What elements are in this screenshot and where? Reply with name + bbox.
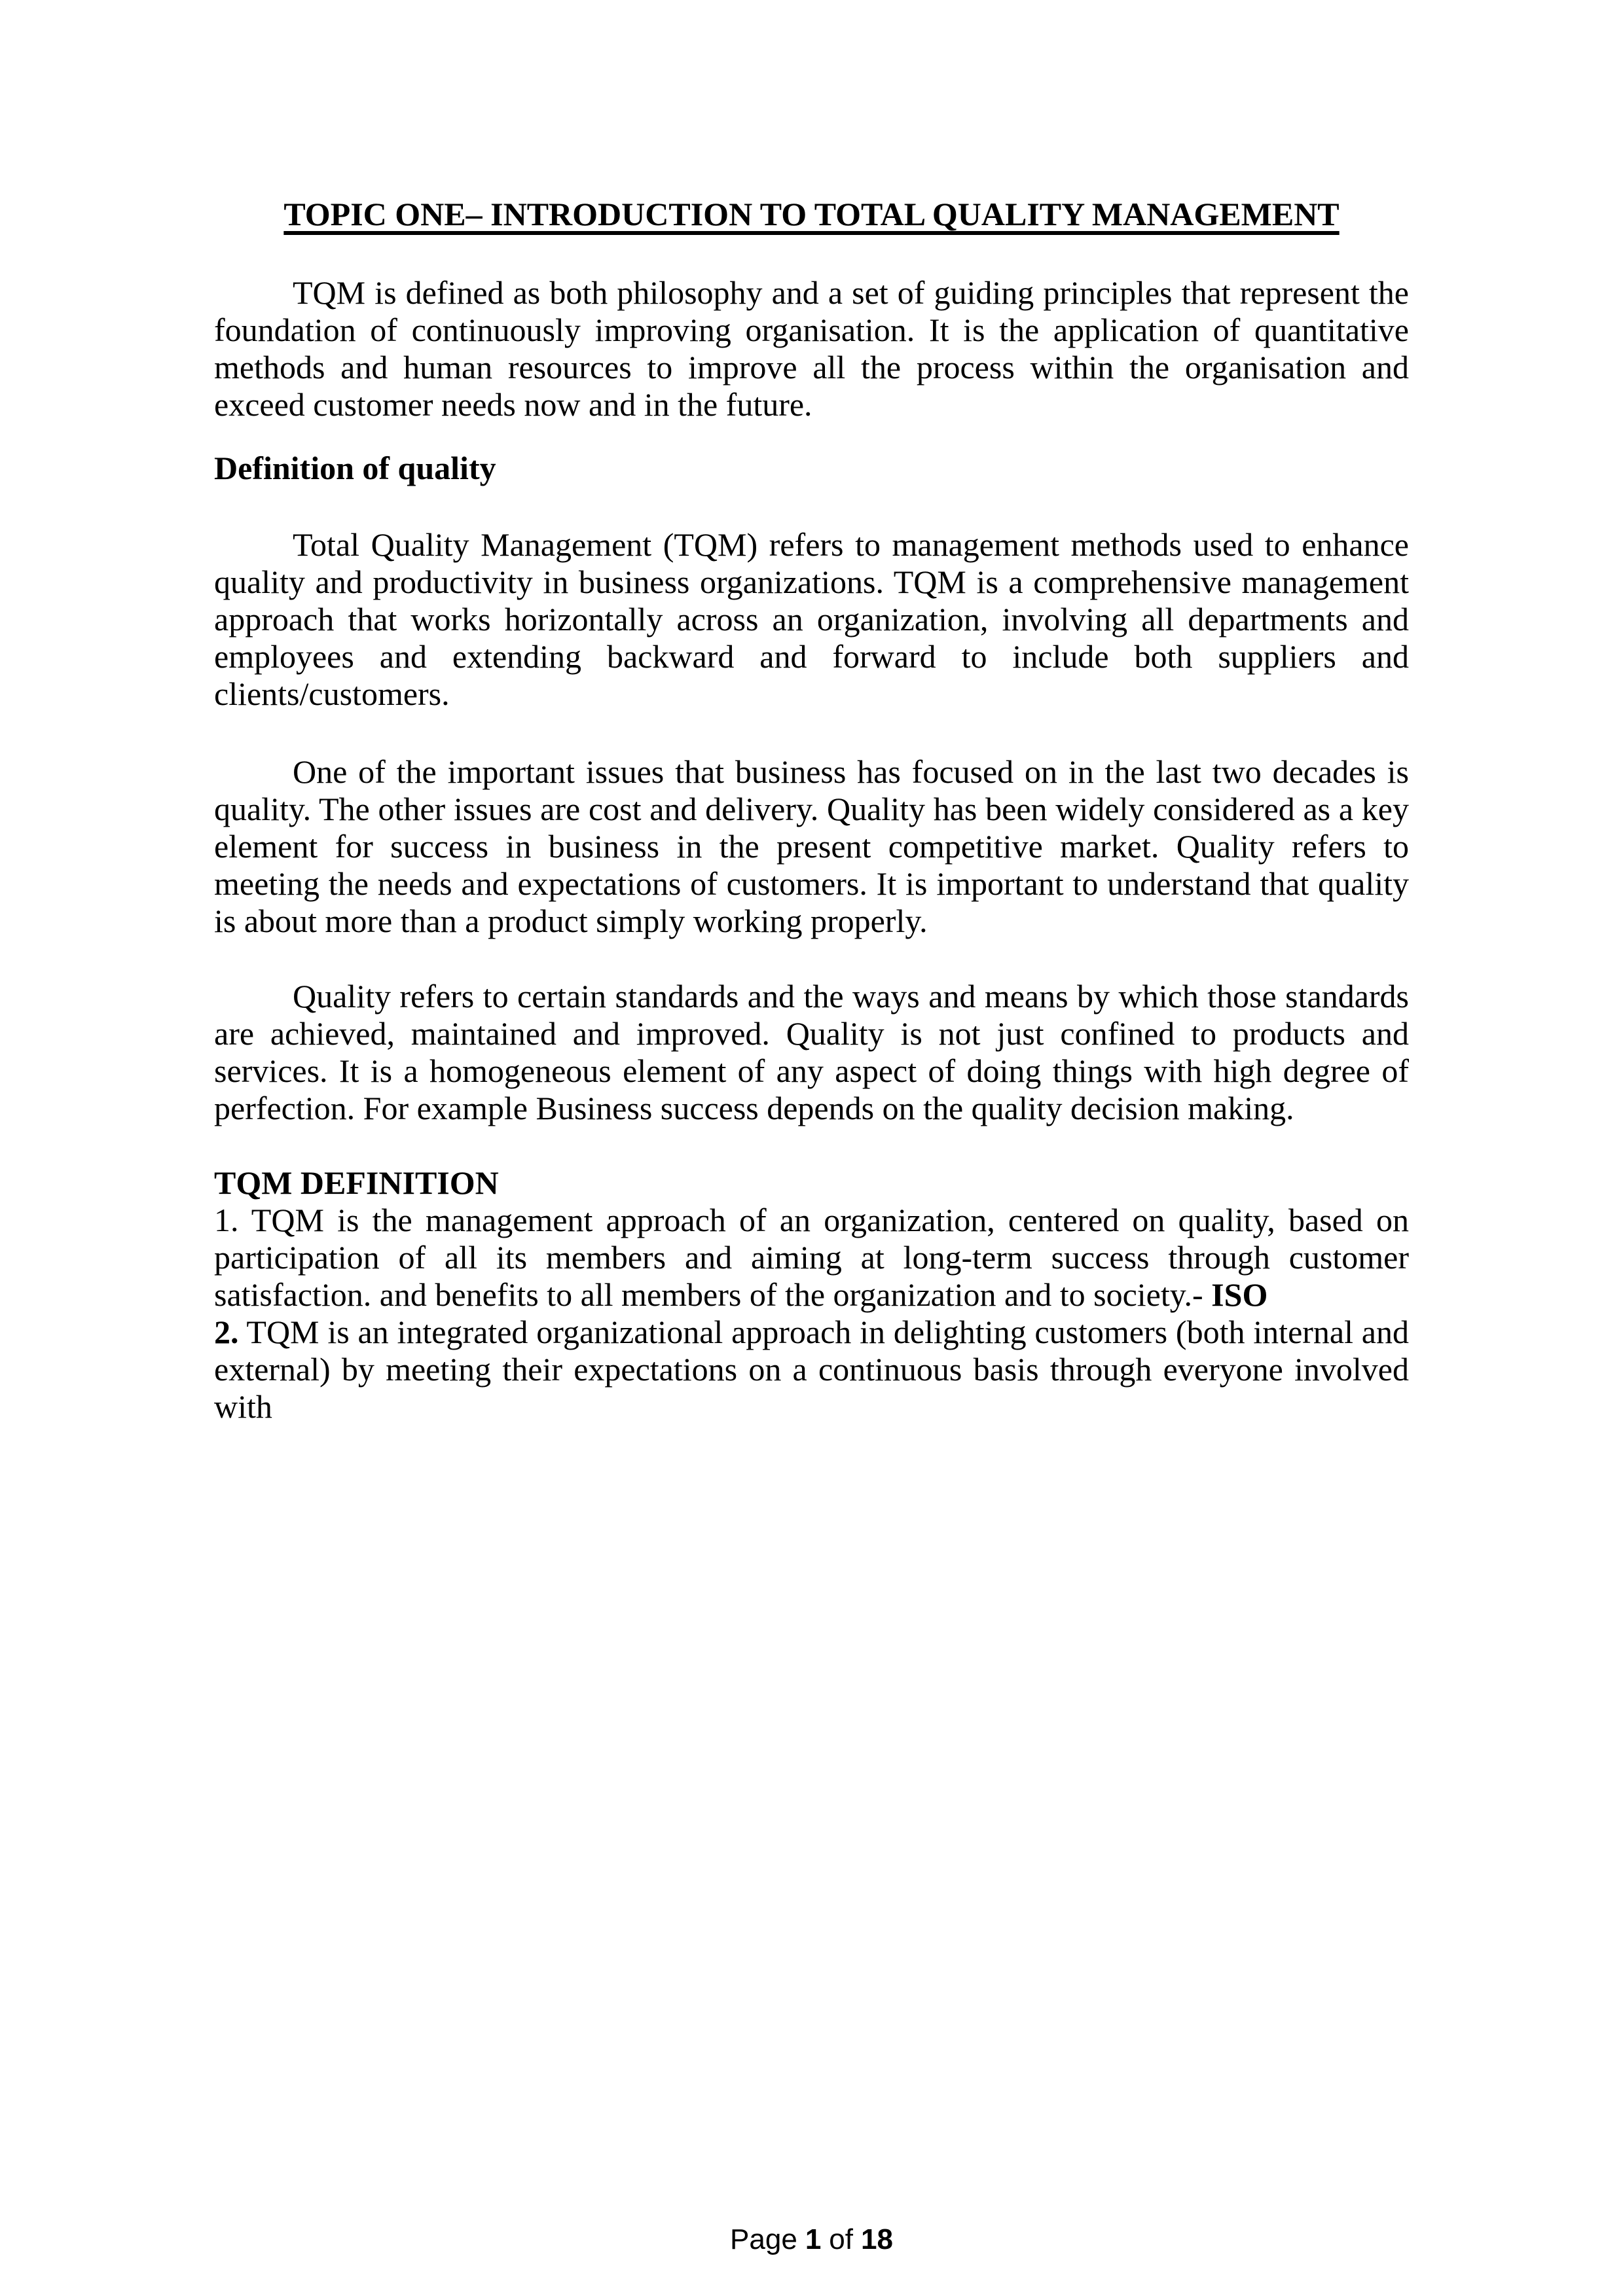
tqm-definition-1-text: 1. TQM is the management approach of an organization, centered on quality, based on participation of all its members and aiming at long-term success through customer satisfaction. and benefits to all members of the organization and to society.- [214,1202,1409,1313]
footer-of-label: of [829,2223,853,2255]
tqm-definition-2-number: 2. [214,1314,239,1350]
document-body [214,196,1409,1426]
tqm-definition-2-text: TQM is an integrated organizational approach in delighting customers (both internal and external) by meeting their expectations on a continuous basis through everyone involved with [214,1314,1409,1425]
tqm-definition-1-source: ISO [1211,1276,1268,1313]
footer-total-pages: 18 [861,2223,893,2255]
definition-paragraph-1: Total Quality Management (TQM) refers to management methods used to enhance quality and productivity in business organizations. TQM is a comprehensive management approach that works horizontally across an organization, involving all departments and employees and extending backward and forward to include both suppliers and clients/customers. [214,526,1409,712]
intro-paragraph: TQM is defined as both philosophy and a set of guiding principles that represent the foundation of continuously improving organisation. It is the application of quantitative methods and human resources to improve all the process within the organisation and exceed customer needs now and in the future. [214,274,1409,423]
tqm-definition-item-2 [214,1314,1409,1426]
definition-paragraph-2: One of the important issues that business has focused on in the last two decades is quality. The other issues are cost and delivery. Quality has been widely considered as a key element for success in business in the present competitive market. Quality refers to meeting the needs and expectations of customers. It is important to understand that quality is about more than a product simply working properly. [214,753,1409,939]
definition-of-quality-heading: Definition of quality [214,450,496,486]
footer-page-label: Page [730,2223,797,2255]
tqm-definition-item-1 [214,1202,1409,1314]
definition-paragraph-3: Quality refers to certain standards and the ways and means by which those standards are achieved, maintained and improved. Quality is not just confined to products and services. It is a homogeneous element of any aspect of doing things with high degree of perfection. For example Business success depends on the quality decision making. [214,978,1409,1126]
document-title: TOPIC ONE– INTRODUCTION TO TOTAL QUALITY MANAGEMENT [283,196,1340,232]
footer-page-number: 1 [805,2223,822,2255]
tqm-definition-heading: TQM DEFINITION [214,1164,499,1201]
page-footer [0,2224,1623,2255]
